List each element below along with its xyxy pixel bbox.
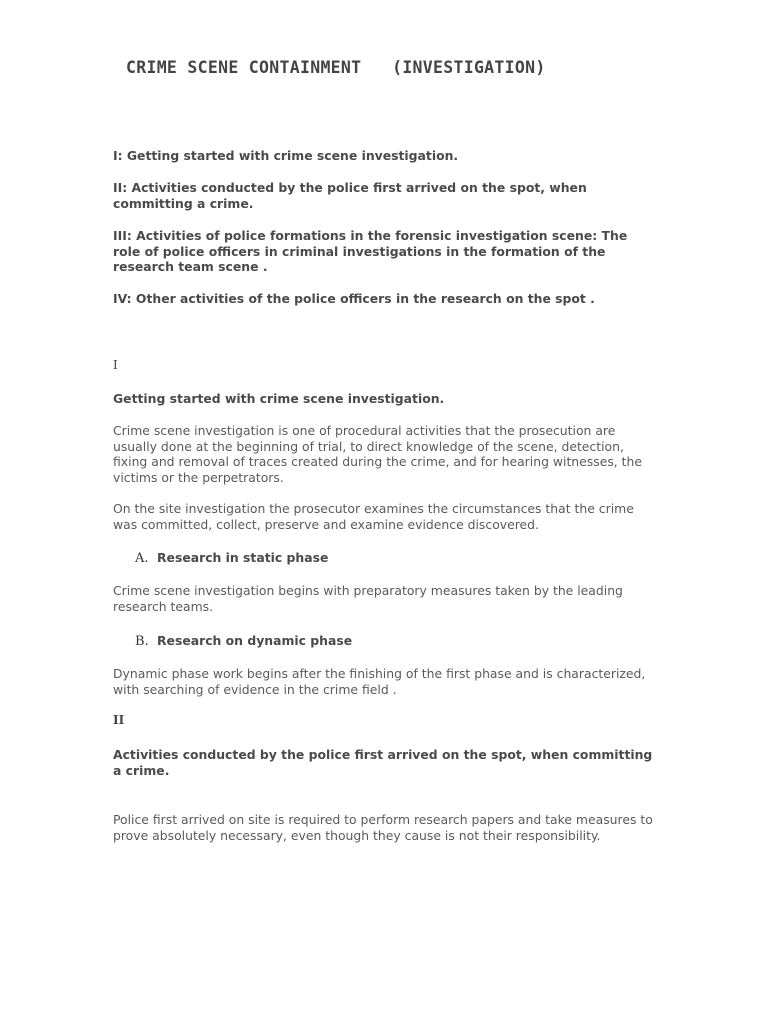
section-2-heading: Activities conducted by the police first arrived on the spot, when committing a crime. xyxy=(113,747,653,778)
subsection-b-text: Dynamic phase work begins after the finishing of the first phase and is characterized, with searching of evidence in the crime field . xyxy=(113,666,646,697)
subsection-a-title: Research in static phase xyxy=(157,550,329,565)
toc-item-2: II: Activities conducted by the police first arrived on the spot, when committing a crime. xyxy=(113,180,587,211)
section-2-paragraph-1: Police first arrived on site is required to perform research papers and take measures to prove absolutely necessary, even though they cause is not their responsibility. xyxy=(113,812,653,843)
section-1-paragraph-2: On the site investigation the prosecutor examines the circumstances that the crime was committed, collect, preserve and examine evidence discovered. xyxy=(113,501,634,532)
section-2-numeral: II xyxy=(113,713,125,727)
subsection-b-title: Research on dynamic phase xyxy=(157,633,353,648)
subsection-b-heading xyxy=(135,633,352,650)
section-1-paragraph-1: Crime scene investigation is one of procedural activities that the prosecution are usually done at the beginning of trial, to direct knowledge of the scene, detection, fixing and removal of traces created during the crime, and for hearing witnesses, the victims or the perpetrators. xyxy=(113,423,642,485)
toc-item-3: III: Activities of police formations in the forensic investigation scene: The role of police officers in criminal investigations in the formation of the research team scene . xyxy=(113,228,628,274)
subsection-a-heading xyxy=(135,550,328,567)
document-title: CRIME SCENE CONTAINMENT (INVESTIGATION) xyxy=(126,58,546,77)
subsection-a-text: Crime scene investigation begins with preparatory measures taken by the leading research teams. xyxy=(113,583,623,614)
section-1-numeral: I xyxy=(113,358,118,372)
toc-item-4: IV: Other activities of the police officers in the research on the spot . xyxy=(113,291,595,306)
section-1-heading: Getting started with crime scene investigation. xyxy=(113,391,445,406)
toc-item-1: I: Getting started with crime scene investigation. xyxy=(113,148,459,163)
subsection-a-letter: A. xyxy=(135,551,149,566)
subsection-b-letter: B. xyxy=(135,634,149,649)
